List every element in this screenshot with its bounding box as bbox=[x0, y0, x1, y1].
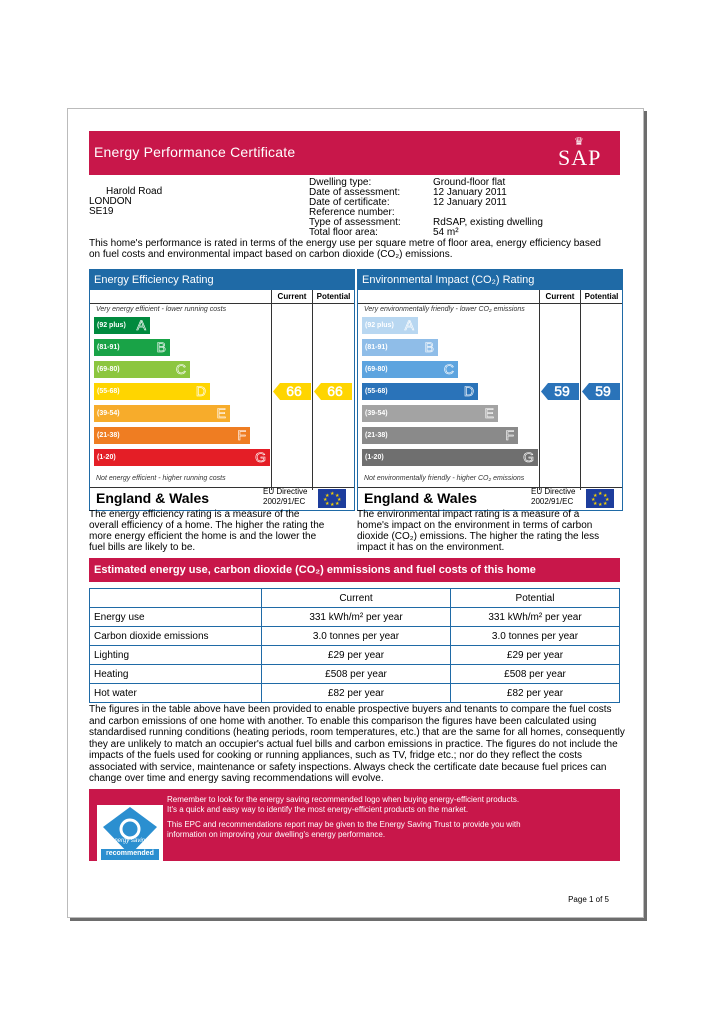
logo-word-recommended: recommended bbox=[106, 850, 154, 857]
current-column-header: Current bbox=[277, 292, 307, 301]
table-cell: Carbon dioxide emissions bbox=[90, 627, 262, 646]
rating-band-e bbox=[94, 405, 230, 422]
rating-band-a bbox=[362, 317, 418, 334]
rating-band-d bbox=[94, 383, 210, 400]
band-letter: F bbox=[505, 427, 514, 443]
band-letter: G bbox=[255, 449, 266, 465]
crown-icon: ♛ bbox=[574, 136, 584, 148]
top-note: Very environmentally friendly - lower CO₂ emissions bbox=[364, 306, 525, 313]
rating-band-c bbox=[362, 361, 458, 378]
current-rating-indicator bbox=[273, 383, 311, 400]
environmental-impact-title: Environmental Impact (CO₂) Rating bbox=[358, 270, 622, 290]
detail-value: RdSAP, existing dwelling bbox=[433, 217, 543, 228]
table-header-cell: Current bbox=[262, 589, 451, 608]
bottom-note: Not environmentally friendly - higher CO₂ emissions bbox=[364, 475, 525, 482]
table-cell: Heating bbox=[90, 665, 262, 684]
table-row bbox=[90, 684, 620, 703]
band-letter: F bbox=[237, 427, 246, 443]
rating-band-e bbox=[362, 405, 498, 422]
table-cell: Energy use bbox=[90, 608, 262, 627]
table-cell: 331 kWh/m² per year bbox=[451, 608, 620, 627]
sap-logo-text: SAP bbox=[558, 145, 602, 170]
band-range: (39-54) bbox=[97, 410, 120, 417]
band-range: (55-68) bbox=[365, 388, 388, 395]
band-range: (21-38) bbox=[365, 432, 388, 439]
intro-text: This home's performance is rated in terms of the energy use per square metre of floor area, energy efficiency based on fuel costs and environmental impact based on carbon dioxide (CO₂) emissions. bbox=[89, 238, 601, 260]
band-letter: B bbox=[156, 339, 166, 355]
band-range: (92 plus) bbox=[365, 322, 394, 329]
table-row bbox=[90, 646, 620, 665]
eu-flag-icon: ★ ★ ★ ★ ★ ★ ★ ★ bbox=[586, 489, 614, 508]
table-row bbox=[90, 627, 620, 646]
address-line-2: LONDON bbox=[89, 196, 132, 207]
column-divider bbox=[580, 290, 581, 490]
band-range: (81-91) bbox=[365, 344, 388, 351]
footer-line-4: information on improving your dwelling's energy performance. bbox=[167, 830, 386, 839]
table-cell: 3.0 tonnes per year bbox=[451, 627, 620, 646]
region-label: England & Wales bbox=[364, 490, 478, 506]
detail-value: 54 m² bbox=[433, 227, 459, 238]
table-cell: £508 per year bbox=[451, 665, 620, 684]
address-line-1: Harold Road bbox=[106, 186, 163, 197]
detail-label: Reference number: bbox=[309, 207, 395, 218]
environmental-description: The environmental impact rating is a measure of a home's impact on the environment in terms of carbon dioxide (CO₂) emissions. The higher the rating the less impact it has on the environment. bbox=[357, 509, 600, 553]
header-band bbox=[89, 131, 620, 175]
detail-label: Date of assessment: bbox=[309, 187, 401, 198]
eu-flag-icon: ★ ★ ★ ★ ★ ★ ★ ★ bbox=[318, 489, 346, 508]
band-range: (81-91) bbox=[97, 344, 120, 351]
rating-band-a bbox=[94, 317, 150, 334]
eu-directive: EU Directive 2002/91/EC bbox=[263, 487, 308, 506]
band-letter: E bbox=[216, 405, 226, 421]
rating-band-f bbox=[362, 427, 518, 444]
rating-band-b bbox=[94, 339, 170, 356]
potential-column-header: Potential bbox=[584, 292, 619, 301]
current-rating-indicator bbox=[541, 383, 579, 400]
band-range: (1-20) bbox=[97, 454, 116, 461]
band-range: (21-38) bbox=[97, 432, 120, 439]
band-letter: E bbox=[484, 405, 494, 421]
energy-saving-footer bbox=[89, 789, 620, 861]
rating-band-g bbox=[362, 449, 538, 466]
detail-value: Ground-floor flat bbox=[433, 177, 506, 188]
estimated-section-title: Estimated energy use, carbon dioxide (CO₂) emmissions and fuel costs of this home bbox=[94, 564, 536, 576]
band-range: (55-68) bbox=[97, 388, 120, 395]
address-line-3: SE19 bbox=[89, 206, 114, 217]
rating-band-b bbox=[362, 339, 438, 356]
band-range: (69-80) bbox=[97, 366, 120, 373]
band-letter: A bbox=[136, 317, 146, 333]
explanation-text: The figures in the table above have been provided to enable prospective buyers and tenants to compare the fuel costs and carbon emissions of one home with another. To enable this comparison the figures have been calculated using standardised running conditions (heating periods, room temperatures, etc.) that are the same for all homes, consequently they are unlikely to match an occupier's actual fuel bills and carbon emissions in practice. The figures do not include the impacts of the fuels used for cooking or running appliances, such as TV, fridge etc.; nor do they reflect the costs associated with service, maintenance or safety inspections. Always check the certificate date because fuel prices can change over time and energy saving recommendations will evolve. bbox=[89, 704, 625, 784]
sap-logo bbox=[556, 135, 614, 171]
estimated-section-header bbox=[89, 558, 620, 582]
band-letter: D bbox=[463, 383, 474, 399]
rating-band-c bbox=[94, 361, 190, 378]
band-range: (92 plus) bbox=[97, 322, 126, 329]
band-range: (39-54) bbox=[365, 410, 388, 417]
detail-value: 12 January 2011 bbox=[433, 197, 507, 208]
table-row bbox=[90, 665, 620, 684]
environmental-impact-panel bbox=[357, 269, 623, 511]
detail-label: Total floor area: bbox=[309, 227, 378, 238]
band-letter: G bbox=[523, 449, 534, 465]
table-cell: Lighting bbox=[90, 646, 262, 665]
footer-line-1: Remember to look for the energy saving recommended logo when buying energy-efficient products. bbox=[167, 795, 520, 804]
detail-value: 12 January 2011 bbox=[433, 187, 507, 198]
logo-word-energy: energy bbox=[111, 838, 130, 844]
row-divider bbox=[90, 303, 354, 304]
detail-row bbox=[309, 228, 609, 238]
top-note: Very energy efficient - lower running costs bbox=[96, 306, 227, 313]
column-divider bbox=[312, 290, 313, 490]
potential-rating-indicator bbox=[582, 383, 620, 400]
detail-label: Dwelling type: bbox=[309, 177, 372, 188]
band-letter: B bbox=[424, 339, 434, 355]
bottom-note: Not energy efficient - higher running costs bbox=[96, 475, 226, 482]
table-cell: £82 per year bbox=[262, 684, 451, 703]
table-header-cell bbox=[90, 589, 262, 608]
page-number: Page 1 of 5 bbox=[568, 895, 609, 904]
estimated-costs-table bbox=[89, 588, 620, 703]
table-cell: £508 per year bbox=[262, 665, 451, 684]
table-header-cell: Potential bbox=[451, 589, 620, 608]
current-rating-value: 59 bbox=[554, 383, 570, 399]
rating-band-g bbox=[94, 449, 270, 466]
potential-rating-value: 66 bbox=[327, 383, 343, 399]
potential-rating-indicator bbox=[314, 383, 352, 400]
rating-band-d bbox=[362, 383, 478, 400]
potential-rating-value: 59 bbox=[595, 383, 611, 399]
energy-efficiency-title: Energy Efficiency Rating bbox=[90, 270, 354, 290]
band-letter: A bbox=[404, 317, 414, 333]
table-header-row bbox=[90, 589, 620, 608]
table-cell: Hot water bbox=[90, 684, 262, 703]
table-cell: £82 per year bbox=[451, 684, 620, 703]
rating-band-f bbox=[94, 427, 250, 444]
current-rating-value: 66 bbox=[286, 383, 302, 399]
logo-word-saving: saving bbox=[131, 838, 149, 844]
current-column-header: Current bbox=[545, 292, 575, 301]
page-title: Energy Performance Certificate bbox=[94, 144, 296, 160]
footer-line-2: It's a quick and easy way to identify the most energy-efficient products on the market. bbox=[167, 805, 469, 814]
table-cell: £29 per year bbox=[451, 646, 620, 665]
eu-directive: EU Directive 2002/91/EC bbox=[531, 487, 576, 506]
table-cell: 3.0 tonnes per year bbox=[262, 627, 451, 646]
detail-label: Type of assessment: bbox=[309, 217, 401, 228]
energy-saving-recommended-logo bbox=[97, 805, 163, 863]
band-letter: D bbox=[195, 383, 206, 399]
potential-column-header: Potential bbox=[316, 292, 351, 301]
band-letter: C bbox=[443, 361, 454, 377]
table-cell: £29 per year bbox=[262, 646, 451, 665]
table-cell: 331 kWh/m² per year bbox=[262, 608, 451, 627]
certificate-page bbox=[67, 108, 644, 918]
table-row bbox=[90, 608, 620, 627]
column-divider bbox=[539, 290, 540, 490]
row-divider bbox=[358, 303, 622, 304]
band-range: (69-80) bbox=[365, 366, 388, 373]
efficiency-description: The energy efficiency rating is a measure of the overall efficiency of a home. The higher the rating the more energy efficient the home is and the lower the fuel bills are likely to be. bbox=[89, 509, 325, 553]
address-block bbox=[89, 187, 162, 217]
band-letter: C bbox=[175, 361, 186, 377]
footer-line-3: This EPC and recommendations report may be given to the Energy Saving Trust to provide you with bbox=[167, 820, 521, 829]
certificate-details bbox=[309, 178, 609, 238]
energy-efficiency-panel bbox=[89, 269, 355, 511]
region-label: England & Wales bbox=[96, 490, 210, 506]
band-range: (1-20) bbox=[365, 454, 384, 461]
column-divider bbox=[271, 290, 272, 490]
detail-label: Date of certificate: bbox=[309, 197, 390, 208]
